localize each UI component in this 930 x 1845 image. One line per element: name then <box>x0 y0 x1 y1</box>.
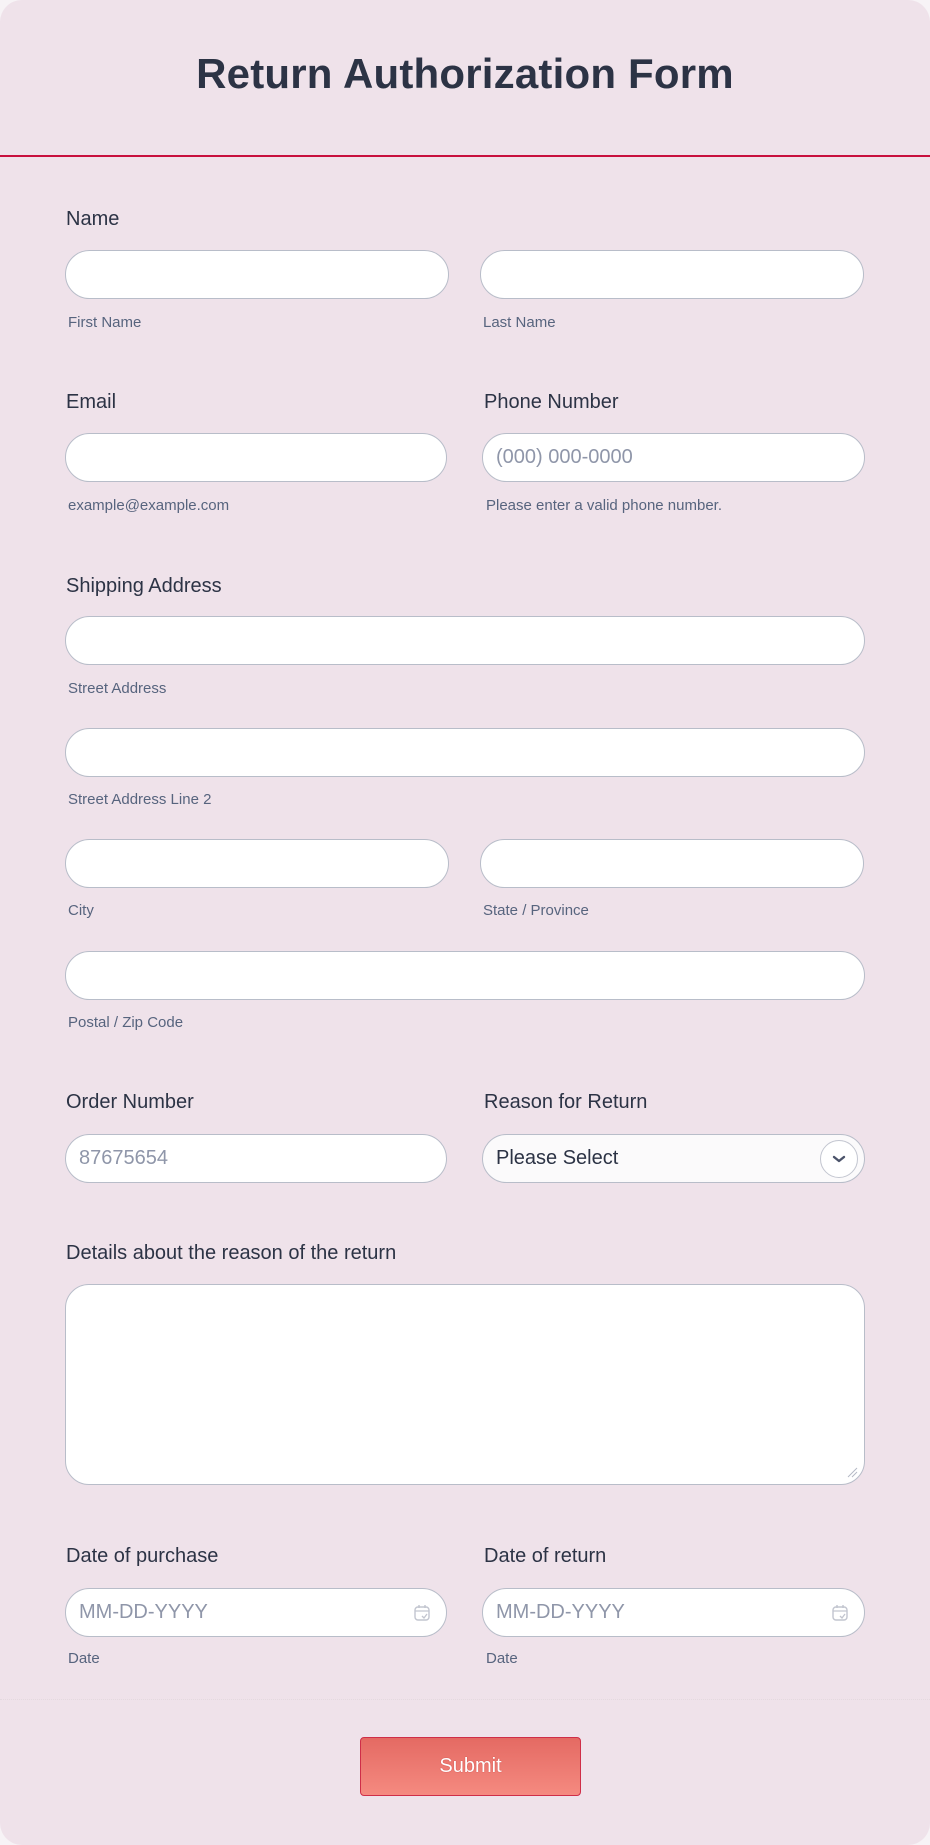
street-address-input[interactable] <box>65 616 865 665</box>
purchase-date-label: Date of purchase <box>66 1545 219 1567</box>
zip-code-sublabel: Postal / Zip Code <box>68 1014 184 1031</box>
reason-label: Reason for Return <box>484 1091 648 1113</box>
email-sublabel: example@example.com <box>68 497 230 514</box>
first-name-sublabel: First Name <box>68 314 142 331</box>
return-date-placeholder: MM-DD-YYYY <box>496 1601 625 1623</box>
return-date-sublabel: Date <box>486 1650 518 1667</box>
street-address-sublabel: Street Address <box>68 680 167 697</box>
submit-button[interactable]: Submit <box>360 1737 581 1796</box>
street-address-line2-input[interactable] <box>65 728 865 777</box>
form-title: Return Authorization Form <box>196 50 734 97</box>
shipping-address-label: Shipping Address <box>66 575 222 597</box>
details-label: Details about the reason of the return <box>66 1242 397 1264</box>
reason-select[interactable] <box>482 1134 865 1183</box>
footer-divider <box>0 1699 930 1700</box>
name-label: Name <box>66 208 120 230</box>
return-date-label: Date of return <box>484 1545 607 1567</box>
reason-selected-value: Please Select <box>496 1147 619 1169</box>
last-name-input[interactable] <box>480 250 864 299</box>
phone-label: Phone Number <box>484 391 619 413</box>
zip-code-input[interactable] <box>65 951 865 1000</box>
street-address-line2-sublabel: Street Address Line 2 <box>68 791 212 808</box>
resize-grip-icon[interactable] <box>846 1466 858 1478</box>
phone-sublabel: Please enter a valid phone number. <box>486 497 722 514</box>
email-input[interactable] <box>65 433 447 482</box>
purchase-date-sublabel: Date <box>68 1650 100 1667</box>
calendar-icon[interactable] <box>412 1603 432 1623</box>
last-name-sublabel: Last Name <box>483 314 556 331</box>
chevron-down-icon[interactable] <box>820 1140 858 1178</box>
city-input[interactable] <box>65 839 449 888</box>
city-sublabel: City <box>68 902 94 919</box>
first-name-input[interactable] <box>65 250 449 299</box>
state-input[interactable] <box>480 839 864 888</box>
state-sublabel: State / Province <box>483 902 589 919</box>
title-divider <box>0 155 930 157</box>
purchase-date-input[interactable] <box>65 1588 447 1637</box>
purchase-date-placeholder: MM-DD-YYYY <box>79 1601 208 1623</box>
email-label: Email <box>66 391 117 413</box>
calendar-icon[interactable] <box>830 1603 850 1623</box>
order-number-label: Order Number <box>66 1091 194 1113</box>
phone-input[interactable]: (000) 000-0000 <box>482 433 865 482</box>
return-date-input[interactable] <box>482 1588 865 1637</box>
order-number-input[interactable]: 87675654 <box>65 1134 447 1183</box>
details-textarea[interactable] <box>65 1284 865 1485</box>
